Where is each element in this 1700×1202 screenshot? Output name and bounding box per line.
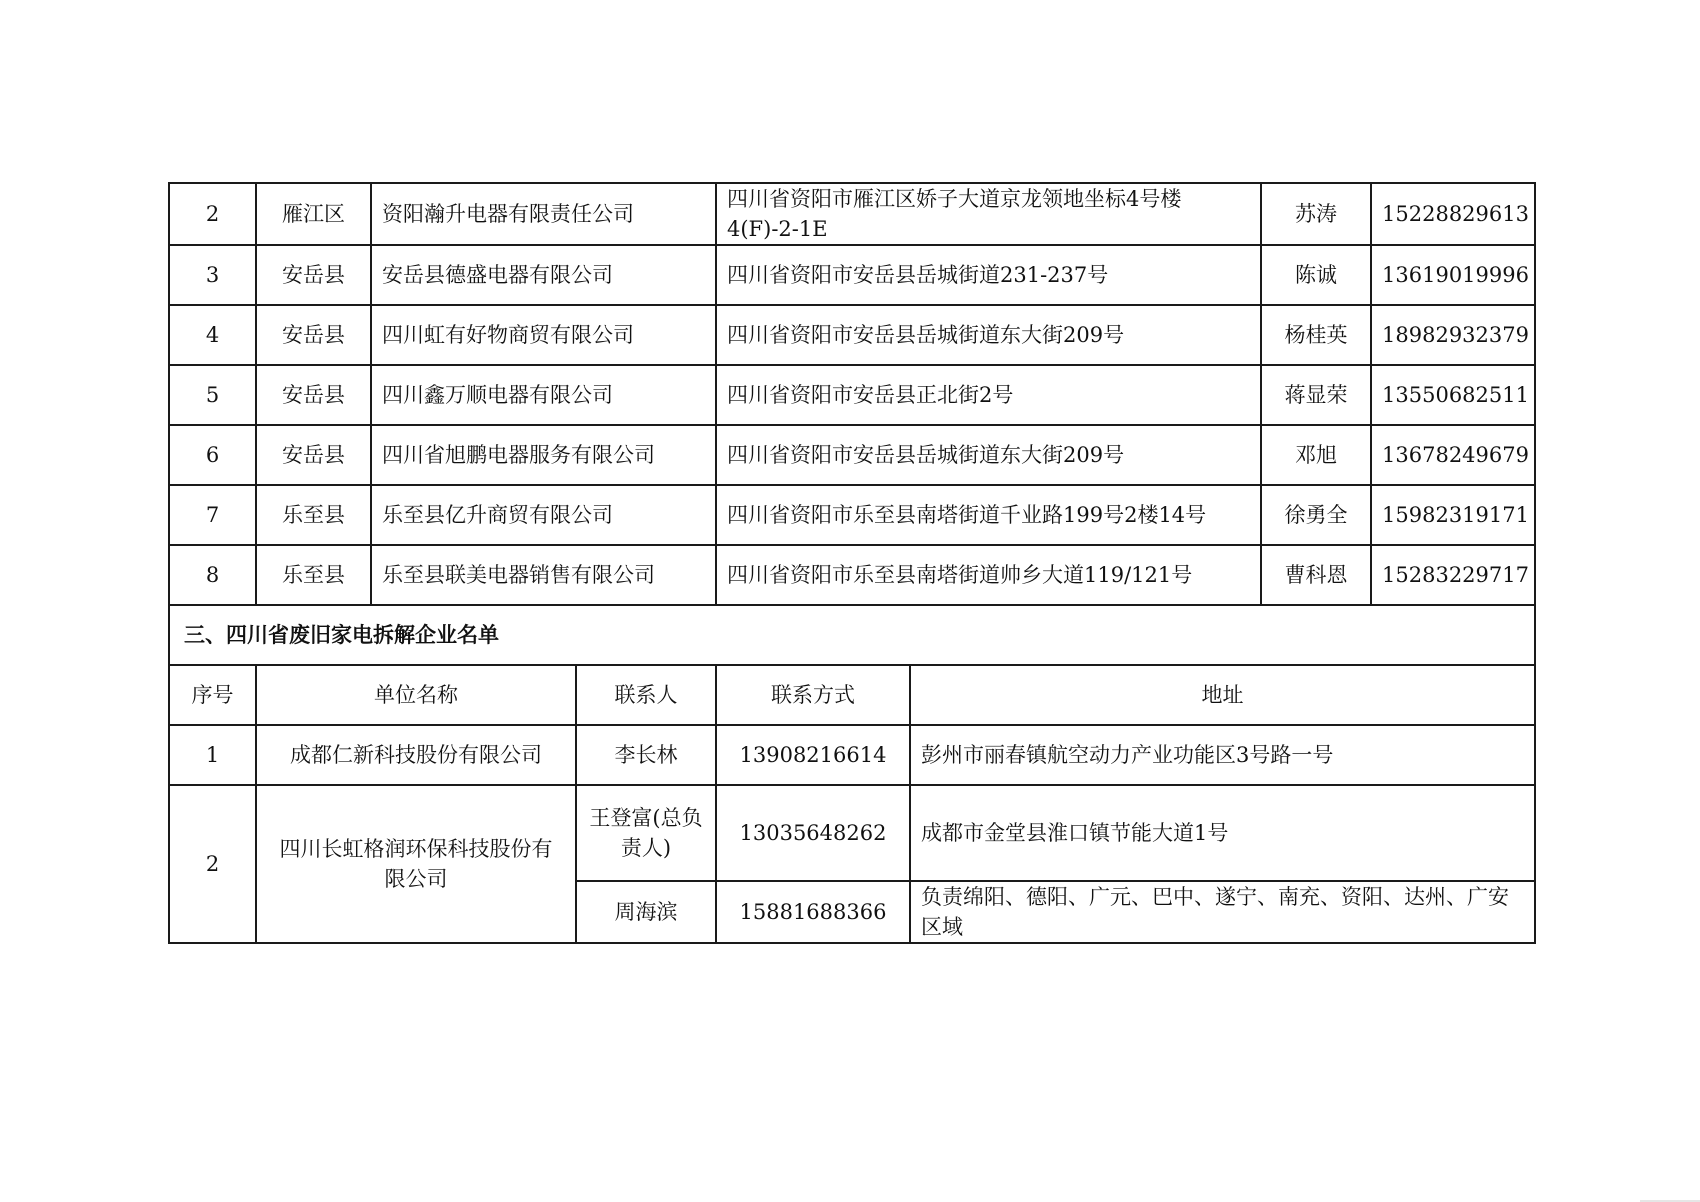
row-address: 四川省资阳市安岳县岳城街道东大街209号: [716, 425, 1261, 485]
table-row: [169, 305, 1535, 365]
row-phone: 15982319171: [1371, 485, 1535, 545]
table-row: [169, 183, 1535, 245]
row-district: 安岳县: [256, 365, 371, 425]
row-phone: 13619019996: [1371, 245, 1535, 305]
header-phone: 联系方式: [716, 665, 910, 725]
row-contact: 陈诚: [1261, 245, 1371, 305]
row-phone: 13678249679: [1371, 425, 1535, 485]
section-title: 三、四川省废旧家电拆解企业名单: [169, 605, 1535, 665]
row-address: 四川省资阳市安岳县岳城街道231-237号: [716, 245, 1261, 305]
row-contact: 王登富(总负责人): [576, 785, 716, 881]
table-row: [169, 785, 1535, 881]
row-contact: 曹科恩: [1261, 545, 1371, 605]
row-contact: 苏涛: [1261, 183, 1371, 245]
row-phone: 13550682511: [1371, 365, 1535, 425]
row-contact: 杨桂英: [1261, 305, 1371, 365]
row-address-secondary: 负责绵阳、德阳、广元、巴中、遂宁、南充、资阳、达州、广安区域: [910, 881, 1535, 943]
row-no: 7: [169, 485, 256, 545]
table-row: [169, 545, 1535, 605]
row-address: 四川省资阳市乐至县南塔街道千业路199号2楼14号: [716, 485, 1261, 545]
header-contact: 联系人: [576, 665, 716, 725]
row-company: 成都仁新科技股份有限公司: [256, 725, 576, 785]
header-company: 单位名称: [256, 665, 576, 725]
row-company: 四川省旭鹏电器服务有限公司: [371, 425, 716, 485]
row-no: 1: [169, 725, 256, 785]
row-district: 雁江区: [256, 183, 371, 245]
row-address: 彭州市丽春镇航空动力产业功能区3号路一号: [910, 725, 1535, 785]
row-address: 四川省资阳市雁江区娇子大道京龙领地坐标4号楼4(F)-2-1E: [716, 183, 1261, 245]
table-header-row: [169, 665, 1535, 725]
table-row: [169, 245, 1535, 305]
row-phone: 18982932379: [1371, 305, 1535, 365]
row-contact-secondary: 周海滨: [576, 881, 716, 943]
section-heading-row: [169, 605, 1535, 665]
row-no: 2: [169, 183, 256, 245]
row-no: 4: [169, 305, 256, 365]
row-phone-secondary: 15881688366: [716, 881, 910, 943]
row-district: 安岳县: [256, 425, 371, 485]
row-no: 3: [169, 245, 256, 305]
row-phone: 13035648262: [716, 785, 910, 881]
row-company: 四川鑫万顺电器有限公司: [371, 365, 716, 425]
row-district: 安岳县: [256, 245, 371, 305]
row-address: 四川省资阳市乐至县南塔街道帅乡大道119/121号: [716, 545, 1261, 605]
row-company: 安岳县德盛电器有限公司: [371, 245, 716, 305]
row-no: 8: [169, 545, 256, 605]
row-phone: 15283229717: [1371, 545, 1535, 605]
row-company: 资阳瀚升电器有限责任公司: [371, 183, 716, 245]
header-address: 地址: [910, 665, 1535, 725]
row-company: 四川虹有好物商贸有限公司: [371, 305, 716, 365]
header-no: 序号: [169, 665, 256, 725]
row-phone: 15228829613: [1371, 183, 1535, 245]
row-contact: 蒋显荣: [1261, 365, 1371, 425]
row-address: 成都市金堂县淮口镇节能大道1号: [910, 785, 1535, 881]
row-contact: 邓旭: [1261, 425, 1371, 485]
row-address: 四川省资阳市安岳县岳城街道东大街209号: [716, 305, 1261, 365]
row-company: 乐至县联美电器销售有限公司: [371, 545, 716, 605]
row-district: 乐至县: [256, 485, 371, 545]
row-no: 2: [169, 785, 256, 943]
row-company: 四川长虹格润环保科技股份有限公司: [256, 785, 576, 943]
row-company: 乐至县亿升商贸有限公司: [371, 485, 716, 545]
row-phone: 13908216614: [716, 725, 910, 785]
table-row: [169, 425, 1535, 485]
row-district: 安岳县: [256, 305, 371, 365]
page-table: [168, 182, 1536, 944]
row-district: 乐至县: [256, 545, 371, 605]
row-contact: 李长林: [576, 725, 716, 785]
table-row: [169, 485, 1535, 545]
row-no: 6: [169, 425, 256, 485]
table-row: [169, 725, 1535, 785]
row-no: 5: [169, 365, 256, 425]
row-contact: 徐勇全: [1261, 485, 1371, 545]
row-address: 四川省资阳市安岳县正北街2号: [716, 365, 1261, 425]
table-row: [169, 365, 1535, 425]
